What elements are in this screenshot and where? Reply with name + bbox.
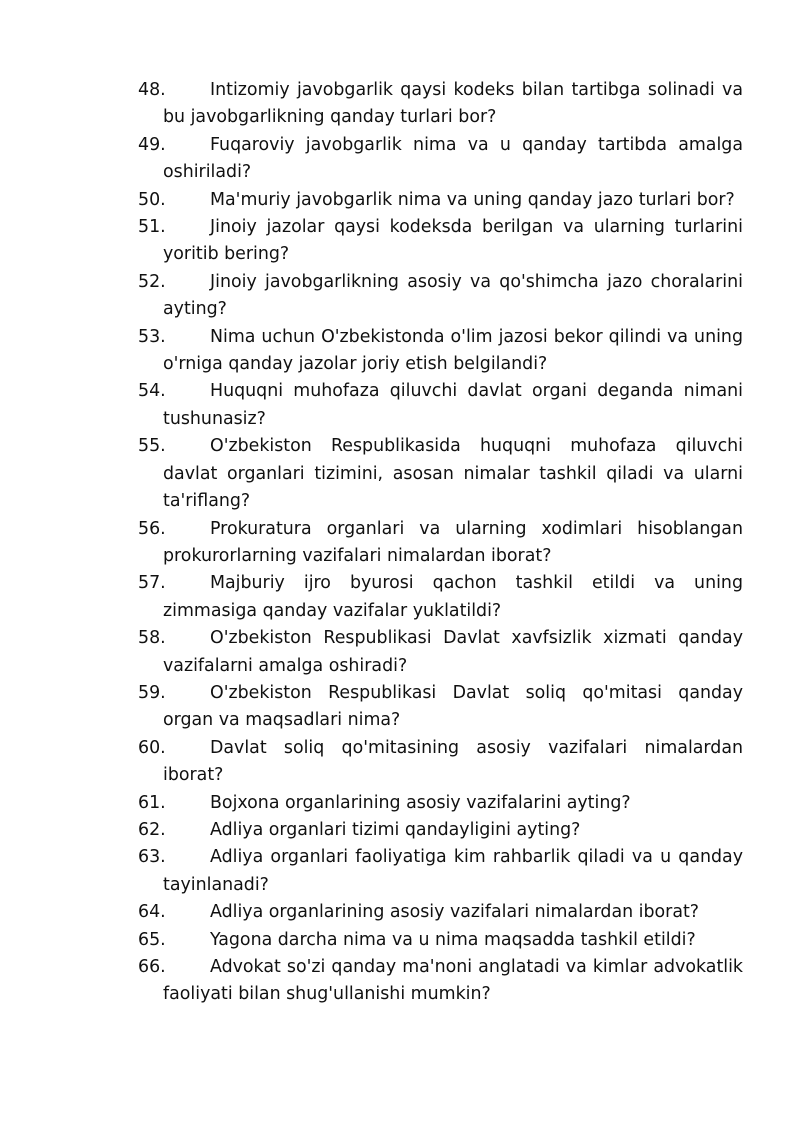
item-text: Ma'muriy javobgarlik nima va uning qanday jazo turlari bor? xyxy=(210,189,735,210)
item-number: 50. xyxy=(138,189,166,210)
item-text: Intizomiy javobgarlik qaysi kodeks bilan tartibga solinadi va bu javobgarlikning qanday turlari bor? xyxy=(163,80,743,128)
item-text: Prokuratura organlari va ularning xodimlari hisoblangan prokurorlarning vazifalari nimalardan iborat? xyxy=(163,518,743,566)
item-number: 52. xyxy=(138,271,166,292)
list-item xyxy=(138,570,743,625)
item-text: Majburiy ijro byurosi qachon tashkil etildi va uning zimmasiga qanday vazifalar yuklatildi? xyxy=(163,573,743,621)
item-text: Bojxona organlarining asosiy vazifalarini ayting? xyxy=(210,792,631,813)
item-text: O'zbekiston Respublikasi Davlat xavfsizlik xizmati qanday vazifalarni amalga oshiradi? xyxy=(163,628,743,676)
list-item xyxy=(138,433,743,515)
item-text: O'zbekiston Respublikasida huquqni muhofaza qiluvchi davlat organlari tizimini, asosan nimalar tashkil qiladi va ularni ta'riflang? xyxy=(163,436,743,512)
item-number: 66. xyxy=(138,957,166,977)
item-number: 57. xyxy=(138,573,166,594)
list-item xyxy=(138,927,743,954)
item-number: 56. xyxy=(138,518,166,539)
item-number: 62. xyxy=(138,819,166,840)
item-text: Yagona darcha nima va u nima maqsadda tashkil etildi? xyxy=(210,929,696,950)
list-item xyxy=(138,625,743,680)
item-number: 60. xyxy=(138,737,166,758)
item-number: 53. xyxy=(138,326,166,347)
list-item xyxy=(138,817,743,844)
list-item xyxy=(138,269,743,324)
item-text: Jinoiy jazolar qaysi kodeksda berilgan va ularning turlarini yoritib bering? xyxy=(163,217,743,265)
list-item xyxy=(138,378,743,433)
item-number: 58. xyxy=(138,628,166,649)
list-item xyxy=(138,187,743,214)
list-item xyxy=(138,954,743,1009)
item-text: Fuqaroviy javobgarlik nima va u qanday tartibda amalga oshiriladi? xyxy=(163,134,743,183)
item-text: Advokat so'zi qanday ma'noni anglatadi va kimlar advokatlik faoliyati bilan shug'ullanishi mumkin? xyxy=(163,957,743,1005)
item-number: 63. xyxy=(138,847,166,868)
item-text: Adliya organlari faoliyatiga kim rahbarlik qiladi va u qanday tayinlanadi? xyxy=(163,847,743,895)
question-list xyxy=(138,77,743,1009)
item-number: 59. xyxy=(138,682,166,703)
list-item xyxy=(138,324,743,379)
item-number: 51. xyxy=(138,217,166,238)
list-item xyxy=(138,132,743,187)
list-item xyxy=(138,214,743,269)
item-text: Adliya organlarining asosiy vazifalari nimalardan iborat? xyxy=(210,902,700,923)
item-number: 64. xyxy=(138,902,166,923)
list-item xyxy=(138,790,743,817)
item-number: 55. xyxy=(138,436,166,457)
list-item xyxy=(138,735,743,790)
item-number: 61. xyxy=(138,792,166,813)
list-item xyxy=(138,680,743,735)
item-text: Davlat soliq qo'mitasining asosiy vazifalari nimalardan iborat? xyxy=(163,737,743,786)
list-item xyxy=(138,899,743,926)
item-number: 65. xyxy=(138,929,166,950)
list-item xyxy=(138,844,743,899)
item-text: Huquqni muhofaza qiluvchi davlat organi deganda nimani tushunasiz? xyxy=(163,381,743,429)
item-number: 48. xyxy=(138,80,166,100)
list-item xyxy=(138,516,743,571)
item-text: Nima uchun O'zbekistonda o'lim jazosi bekor qilindi va uning o'rniga qanday jazolar joriy etish belgilandi? xyxy=(163,326,743,375)
item-text: O'zbekiston Respublikasi Davlat soliq qo'mitasi qanday organ va maqsadlari nima? xyxy=(163,682,743,731)
item-text: Adliya organlari tizimi qandayligini ayting? xyxy=(210,819,581,840)
item-number: 49. xyxy=(138,134,166,155)
list-item xyxy=(138,77,743,132)
item-text: Jinoiy javobgarlikning asosiy va qo'shimcha jazo choralarini ayting? xyxy=(163,271,743,320)
item-number: 54. xyxy=(138,381,166,402)
